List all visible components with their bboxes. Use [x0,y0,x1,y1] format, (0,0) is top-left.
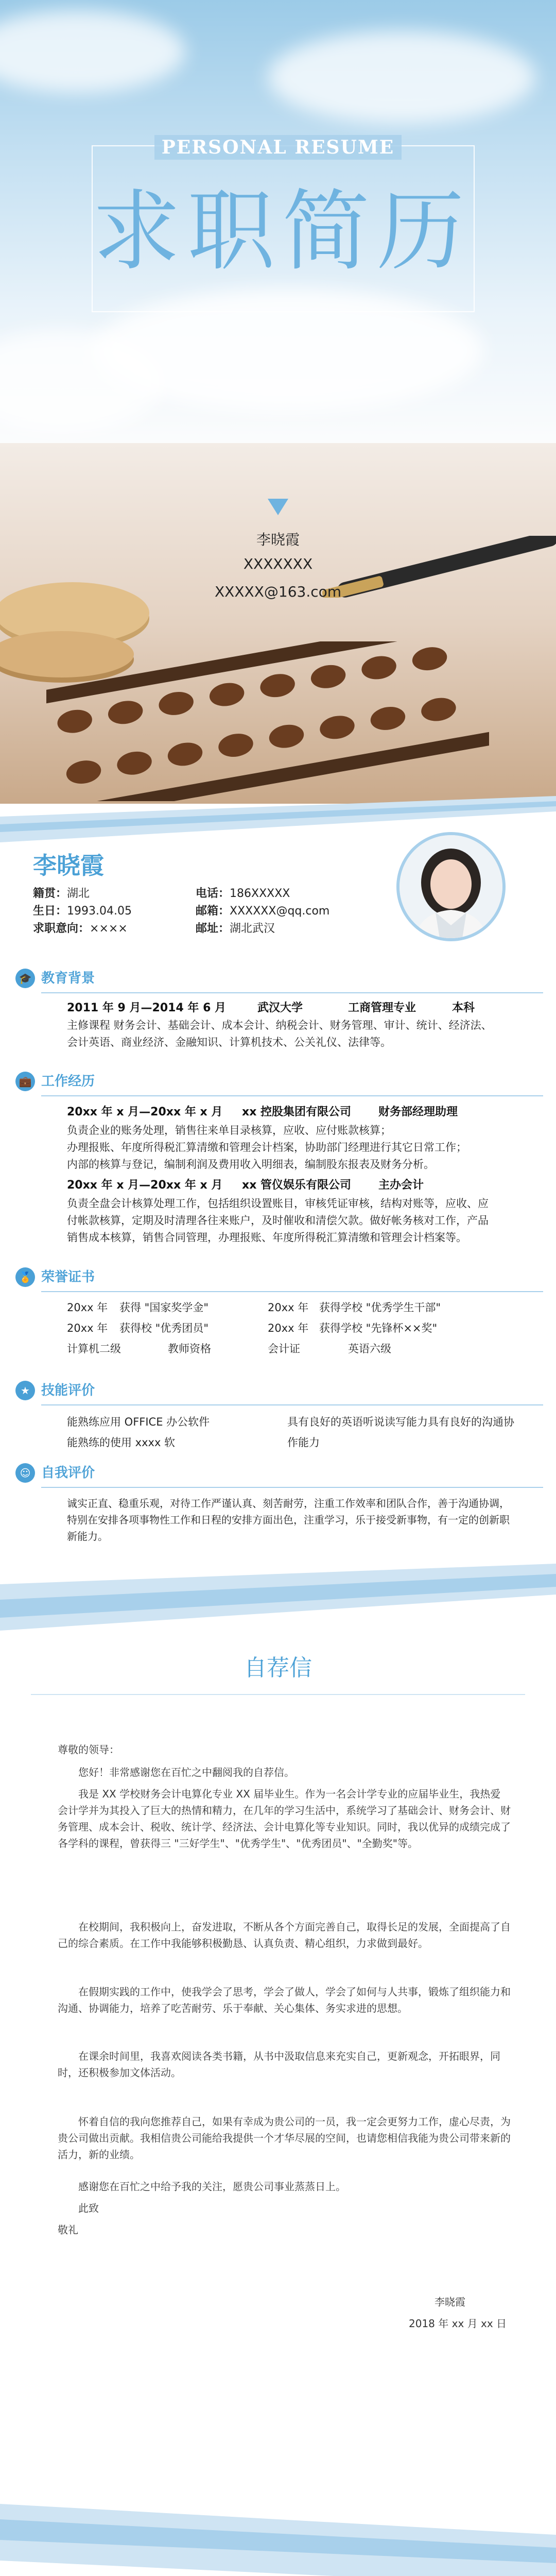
job-company: xx 控股集团有限公司 [242,1106,352,1118]
skill-line: 作能力 [287,1436,320,1449]
job-period: 20xx 年 x 月—20xx 年 x 月 [67,1179,223,1192]
divider-wave [0,2504,556,2576]
skill-line: 能熟练的使用 xxxx 软 [67,1436,176,1449]
edu-major: 工商管理专业 [348,1002,416,1014]
letter-greeting: 尊敬的领导： [58,1743,119,1756]
section-honors-header [15,1267,556,1288]
job-line: 销售成本核算，销售合同管理，办理报账、年度所得税汇算清缴和管理会计档案等。 [67,1231,467,1244]
edu-degree: 本科 [452,1002,475,1014]
letter-paragraph: 在课余时间里，我喜欢阅读各类书籍，从书中汲取信息来充实自己，更新观念，开拓眼界，同时，还积极参加文体活动。 [58,2050,500,2079]
info-phone: 电话：186XXXXX [196,887,290,900]
avatar-person-icon [399,835,502,938]
info-address: 邮址：湖北武汉 [196,922,275,935]
letter-paragraph: 感谢您在百忙之中给予我的关注，愿贵公司事业蒸蒸日上。 [78,2180,346,2193]
cover-email: XXXXX@163.com [214,583,342,600]
job-role: 财务部经理助理 [378,1106,458,1118]
letter-paragraph: 在假期实践的工作中，使我学会了思考，学会了做人，学会了如何与人共事，锻炼了组织能力和沟通、协调能力，培养了吃苦耐劳、乐于奉献、关心集体、务实求进的思想。 [58,1986,511,2014]
honor-cert: 英语六级 [348,1343,391,1355]
cover [0,0,556,804]
star-icon: ★ [15,1381,35,1400]
letter-title: 自荐信 [244,1655,312,1681]
cover-subtitle: PERSONAL RESUME [154,135,402,160]
honor-text: 获得 "国家奖学金" [119,1301,208,1314]
honor-year: 20xx 年 [67,1322,108,1334]
honor-cert: 教师资格 [168,1343,211,1355]
job-line: 付帐款核算，定期及时清理各往来账户，及时催收和清偿欠款。做好帐务核对工作，产品 [67,1214,489,1227]
honor-year: 20xx 年 [268,1322,309,1334]
briefcase-icon: 💼 [15,1072,35,1091]
divider-wave [0,796,556,842]
section-self-eval-header [15,1463,556,1484]
edu-line: 主修课程 财务会计、基础会计、成本会计、纳税会计、财务管理、审计、统计、经济法、 [67,1019,492,1031]
honor-text: 获得学校 "优秀学生干部" [319,1301,441,1314]
letter-paragraph: 此致 [78,2202,99,2214]
job-company: xx 管仪娱乐有限公司 [242,1179,352,1192]
section-title: 荣誉证书 [41,1269,95,1285]
info-intention: 求职意向：×××× [33,922,128,935]
certificate-icon: 🏅 [15,1267,35,1287]
edu-period: 2011 年 9 月—2014 年 6 月 [67,1002,227,1014]
person-icon: ☺ [15,1463,35,1483]
section-education-header [15,969,556,989]
desk-photo [0,443,556,804]
section-title: 自我评价 [41,1465,95,1481]
letter-sign-date: 2018 年 xx 月 xx 日 [409,2317,507,2330]
letter-paragraph: 在校期间，我积极向上，奋发进取，不断从各个方面完善自己，取得长足的发展，全面提高了自己的综合素质。在工作中我能够积极勤恳、认真负责、精心组织，力求做到最好。 [58,1921,511,1950]
abacus-illustration [46,641,489,801]
honor-cert: 计算机二级 [67,1343,121,1355]
letter-paragraph: 怀着自信的我向您推荐自己，如果有幸成为贵公司的一员，我一定会更努力工作，虚心尽责，为贵公司做出贡献。我相信贵公司能给我提供一个才华尽展的空间，也请您相信我能为贵公司带来新的活力，新的业绩。 [58,2115,511,2161]
edu-school: 武汉大学 [257,1002,303,1014]
self-eval-line: 特别在安排各项事物性工作和日程的安排方面出色，注重学习，乐于接受新事物，有一定的创新职 [67,1514,510,1526]
cover-name: 李晓霞 [256,531,300,548]
honor-text: 获得学校 "先锋杯××奖" [319,1322,438,1334]
info-hometown: 籍贯：湖北 [33,887,90,900]
honor-year: 20xx 年 [268,1301,309,1314]
info-birthday: 生日：1993.04.05 [33,905,132,918]
info-email: 邮箱：XXXXXX@qq.com [196,905,330,918]
honor-text: 获得校 "优秀团员" [119,1322,208,1334]
letter-paragraph: 您好！非常感谢您在百忙之中翻阅我的自荐信。 [78,1766,294,1778]
cover-title: 求职简历 [92,181,472,283]
profile-name: 李晓霞 [33,852,104,879]
job-role: 主办会计 [378,1179,424,1192]
job-line: 内部的核算与登记，编制利润及费用收入明细表，编制股东报表及财务分析。 [67,1158,435,1171]
letter-salute: 敬礼 [58,2224,78,2236]
section-title: 技能评价 [41,1383,95,1398]
self-eval-line: 新能力。 [67,1530,108,1543]
letter-paragraph: 我是 XX 学校财务会计电算化专业 XX 届毕业生。作为一名会计学专业的应届毕业生，我热爱会计学并为其投入了巨大的热情和精力，在几年的学习生活中，系统学习了基础会计、财务会计、财务管理、成本会计、税收、统计学、经济法、会计电算化等专业知识。同时，我以优异的成绩完成了各学科的课程，曾获得三 "三好学生"、"优秀学生"、"优秀团员"、"全勤奖"等。 [58,1788,511,1850]
letter-sign-name: 李晓霞 [435,2296,465,2308]
letter-divider [31,1694,525,1695]
honor-cert: 会计证 [268,1343,300,1355]
job-line: 办理报账、年度所得税汇算清缴和管理会计档案，协助部门经理进行其它日常工作； [67,1141,467,1154]
section-title: 教育背景 [41,971,95,986]
divider-wave [0,1564,556,1631]
graduation-cap-icon: 🎓 [15,969,35,988]
skill-line: 能熟练应用 OFFICE 办公软件 [67,1416,210,1428]
job-line: 负责企业的账务处理，销售往来单目录核算，应收、应付账款核算； [67,1124,391,1137]
cover-phone: XXXXXXX [243,555,313,572]
self-eval-line: 诚实正直、稳重乐观，对待工作严谨认真、刻苦耐劳，注重工作效率和团队合作，善于沟通协调， [67,1497,510,1510]
triangle-down-icon [268,499,288,515]
skill-line: 具有良好的英语听说读写能力具有良好的沟通协 [287,1416,514,1428]
section-skills-header [15,1381,556,1401]
job-period: 20xx 年 x 月—20xx 年 x 月 [67,1106,223,1118]
job-line: 负责全盘会计核算处理工作，包括组织设置账目，审核凭证审核，结构对账等，应收、应 [67,1197,489,1210]
edu-line: 会计英语、商业经济、金融知识、计算机技术、公关礼仪、法律等。 [67,1036,391,1048]
honor-year: 20xx 年 [67,1301,108,1314]
section-work-header [15,1072,556,1092]
section-title: 工作经历 [41,1074,95,1089]
avatar [396,832,506,941]
